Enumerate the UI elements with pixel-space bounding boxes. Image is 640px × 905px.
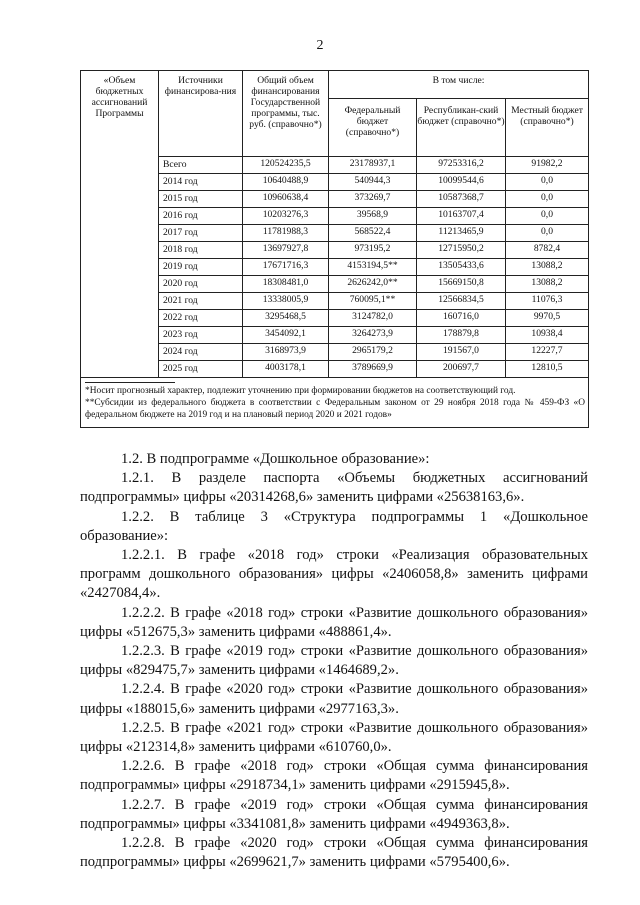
cell-total: 3168973,9 [243, 344, 329, 361]
header-local: Местный бюджет (справочно*) [506, 99, 589, 157]
paragraph: 1.2.2.5. В графе «2021 год» строки «Развитие дошкольного образования» цифры «212314,8» заменить цифрами «610760,0». [80, 719, 588, 756]
program-column-blank [81, 157, 159, 378]
footnotes [81, 378, 589, 428]
cell-republic: 11213465,9 [417, 225, 506, 242]
paragraph: 1.2.2.8. В графе «2020 год» строки «Общая сумма финансирования подпрограммы» цифры «2699621,7» заменить цифрами «5795400,6». [80, 835, 588, 871]
cell-total: 4003178,1 [243, 361, 329, 378]
cell-local: 9970,5 [506, 310, 589, 327]
financing-table-container [80, 70, 588, 428]
cell-federal: 3124782,0 [329, 310, 417, 327]
cell-total: 13697927,8 [243, 242, 329, 259]
cell-total: 3295468,5 [243, 310, 329, 327]
cell-label: 2019 год [159, 259, 243, 276]
cell-total: 10203276,3 [243, 208, 329, 225]
financing-table [80, 70, 589, 428]
paragraph: 1.2.2.6. В графе «2018 год» строки «Общая сумма финансирования подпрограммы» цифры «2918734,1» заменить цифрами «2915945,8». [80, 758, 588, 794]
cell-federal: 2965179,2 [329, 344, 417, 361]
header-federal: Федеральный бюджет (справочно*) [329, 99, 417, 157]
table-row [81, 157, 589, 174]
cell-federal: 23178937,1 [329, 157, 417, 174]
cell-federal: 973195,2 [329, 242, 417, 259]
cell-federal: 39568,9 [329, 208, 417, 225]
paragraph: 1.2. В подпрограмме «Дошкольное образование»: [121, 451, 430, 467]
amendment-text [80, 450, 588, 872]
footnote-note2: **Субсидии из федерального бюджета в соответствии с Федеральным законом от 29 ноября 2018 года № 459-ФЗ «О федеральном бюджете на 2019 год и на плановый период 2020 и 2021 годов» [85, 398, 586, 420]
cell-republic: 12715950,2 [417, 242, 506, 259]
cell-republic: 178879,8 [417, 327, 506, 344]
paragraph: 1.2.2.7. В графе «2019 год» строки «Общая сумма финансирования подпрограммы» цифры «3341081,8» заменить цифрами «4949363,8». [80, 796, 588, 832]
cell-label: Всего [159, 157, 243, 174]
cell-local: 13088,2 [506, 259, 589, 276]
cell-label: 2024 год [159, 344, 243, 361]
cell-local: 12810,5 [506, 361, 589, 378]
cell-republic: 15669150,8 [417, 276, 506, 293]
cell-republic: 12566834,5 [417, 293, 506, 310]
cell-local: 0,0 [506, 191, 589, 208]
cell-republic: 13505433,6 [417, 259, 506, 276]
footnote-rule [85, 382, 175, 383]
cell-local: 0,0 [506, 174, 589, 191]
header-republic: Республикан-ский бюджет (справочно*) [417, 99, 506, 157]
cell-label: 2020 год [159, 276, 243, 293]
paragraph: 1.2.2.2. В графе «2018 год» строки «Развитие дошкольного образования» цифры «512675,3» заменить цифрами «488861,4». [80, 604, 588, 640]
cell-total: 13338005,9 [243, 293, 329, 310]
cell-total: 17671716,3 [243, 259, 329, 276]
paragraph: 1.2.2.3. В графе «2019 год» строки «Развитие дошкольного образования» цифры «829475,7» заменить цифрами «1464689,2». [80, 643, 588, 679]
header-program-budget: «Объем бюджетных ассигнований Программы [81, 71, 159, 157]
cell-republic: 191567,0 [417, 344, 506, 361]
paragraph: 1.2.2. В таблице 3 «Структура подпрограммы 1 «Дошкольное образование»: [80, 508, 588, 544]
cell-label: 2017 год [159, 225, 243, 242]
cell-label: 2016 год [159, 208, 243, 225]
header-total-volume: Общий объем финансирования Государственной программы, тыс. руб. (справочно*) [243, 71, 329, 157]
cell-federal: 568522,4 [329, 225, 417, 242]
cell-local: 13088,2 [506, 276, 589, 293]
page-number: 2 [316, 38, 324, 53]
cell-republic: 97253316,2 [417, 157, 506, 174]
cell-total: 18308481,0 [243, 276, 329, 293]
paragraph: 1.2.1. В разделе паспорта «Объемы бюджетных ассигнований подпрограммы» цифры «20314268,6» заменить цифрами «25638163,6». [80, 470, 588, 506]
header-sources: Источники финансирова-ния [159, 71, 243, 157]
cell-label: 2018 год [159, 242, 243, 259]
footnote-row [81, 378, 589, 428]
cell-federal: 373269,7 [329, 191, 417, 208]
cell-republic: 200697,7 [417, 361, 506, 378]
cell-republic: 10163707,4 [417, 208, 506, 225]
cell-local: 10938,4 [506, 327, 589, 344]
cell-total: 10960638,4 [243, 191, 329, 208]
cell-label: 2022 год [159, 310, 243, 327]
cell-total: 3454092,1 [243, 327, 329, 344]
cell-federal: 2626242,0** [329, 276, 417, 293]
cell-federal: 4153194,5** [329, 259, 417, 276]
cell-federal: 540944,3 [329, 174, 417, 191]
cell-label: 2023 год [159, 327, 243, 344]
cell-local: 12227,7 [506, 344, 589, 361]
cell-local: 0,0 [506, 225, 589, 242]
paragraph: 1.2.2.4. В графе «2020 год» строки «Развитие дошкольного образования» цифры «188015,6» заменить цифрами «2977163,3». [80, 681, 588, 717]
cell-total: 120524235,5 [243, 157, 329, 174]
footnote-note1: *Носит прогнозный характер, подлежит уточнению при формировании бюджетов на соответствующий год. [85, 386, 516, 396]
cell-local: 0,0 [506, 208, 589, 225]
cell-federal: 760095,1** [329, 293, 417, 310]
cell-label: 2015 год [159, 191, 243, 208]
cell-label: 2014 год [159, 174, 243, 191]
cell-local: 11076,3 [506, 293, 589, 310]
cell-total: 11781988,3 [243, 225, 329, 242]
cell-federal: 3789669,9 [329, 361, 417, 378]
cell-republic: 10587368,7 [417, 191, 506, 208]
cell-total: 10640488,9 [243, 174, 329, 191]
cell-republic: 160716,0 [417, 310, 506, 327]
cell-federal: 3264273,9 [329, 327, 417, 344]
cell-label: 2021 год [159, 293, 243, 310]
cell-local: 8782,4 [506, 242, 589, 259]
paragraph: 1.2.2.1. В графе «2018 год» строки «Реализация образовательных программ дошкольного образования» цифры «2406058,8» заменить цифрами «2427084,4». [80, 547, 588, 602]
header-including: В том числе: [329, 71, 589, 99]
cell-label: 2025 год [159, 361, 243, 378]
cell-republic: 10099544,6 [417, 174, 506, 191]
cell-local: 91982,2 [506, 157, 589, 174]
